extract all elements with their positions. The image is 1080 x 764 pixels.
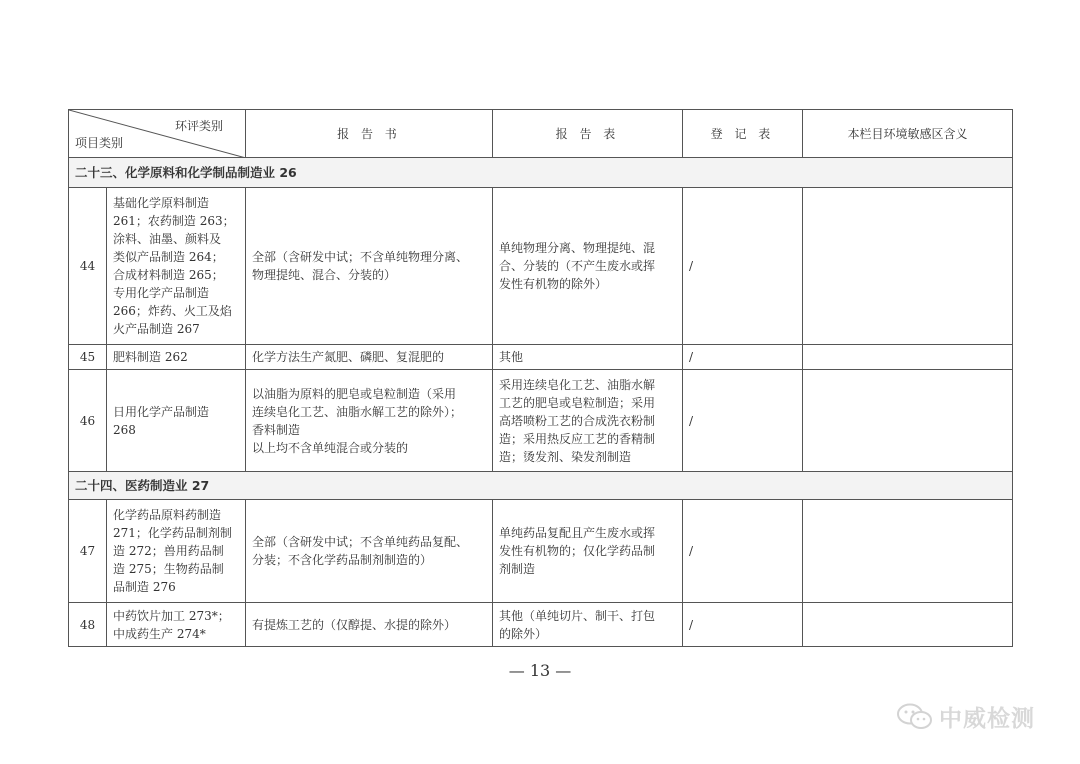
category-cell: 化学药品原料药制造 271；化学药品制剂制 造 272；兽用药品制 造 275；生物药品制 品制造 276 [107,500,246,603]
watermark-text: 中威检测 [939,706,1035,732]
watermark [897,700,1035,733]
report-book-header: 报 告 书 [246,110,493,158]
register-cell: / [683,603,803,647]
eia-category-label: 环评类别 [174,119,223,133]
sensitive-cell [803,370,1013,472]
report-form-header: 报 告 表 [493,110,683,158]
section-title: 二十三、化学原料和化学制品制造业 26 [69,158,1013,188]
table-row [69,500,1013,603]
report-book-cell: 有提炼工艺的（仅醇提、水提的除外） [246,603,493,647]
wechat-icon [897,703,933,731]
project-category-table [68,109,1013,647]
sensitive-cell [803,188,1013,345]
table-row [69,370,1013,472]
row-number: 46 [69,370,107,472]
report-form-cell: 其他 [493,345,683,370]
section-row [69,472,1013,500]
section-row [69,158,1013,188]
row-number: 44 [69,188,107,345]
register-cell: / [683,500,803,603]
sensitive-cell [803,345,1013,370]
category-cell: 日用化学产品制造 268 [107,370,246,472]
report-form-cell: 单纯药品复配且产生废水或挥 发性有机物的；仅化学药品制 剂制造 [493,500,683,603]
row-number: 47 [69,500,107,603]
report-book-cell: 以油脂为原料的肥皂或皂粒制造（采用 连续皂化工艺、油脂水解工艺的除外）； 香料制造 以上均不含单纯混合或分装的 [246,370,493,472]
row-number: 45 [69,345,107,370]
table-row [69,603,1013,647]
register-form-header: 登 记 表 [683,110,803,158]
table-row [69,188,1013,345]
category-cell: 中药饮片加工 273*； 中成药生产 274* [107,603,246,647]
sensitive-cell [803,500,1013,603]
register-cell: / [683,345,803,370]
sensitive-cell [803,603,1013,647]
section-title: 二十四、医药制造业 27 [69,472,1013,500]
row-number: 48 [69,603,107,647]
category-cell: 肥料制造 262 [107,345,246,370]
report-book-cell: 全部（含研发中试；不含单纯物理分离、 物理提纯、混合、分装的） [246,188,493,345]
register-cell: / [683,370,803,472]
diagonal-header-cell [69,110,246,158]
category-cell: 基础化学原料制造 261；农药制造 263； 涂料、油墨、颜料及 类似产品制造 264； 合成材料制造 265； 专用化学产品制造 266；炸药、火工及焰 火产品制造 267 [107,188,246,345]
report-form-cell: 采用连续皂化工艺、油脂水解 工艺的肥皂或皂粒制造；采用 高塔喷粉工艺的合成洗衣粉制 造；采用热反应工艺的香精制 造；烫发剂、染发剂制造 [493,370,683,472]
table-header-row [69,110,1013,158]
report-book-cell: 化学方法生产氮肥、磷肥、复混肥的 [246,345,493,370]
report-form-cell: 其他（单纯切片、制干、打包 的除外） [493,603,683,647]
report-book-cell: 全部（含研发中试；不含单纯药品复配、 分装；不含化学药品制剂制造的） [246,500,493,603]
table-row [69,345,1013,370]
report-form-cell: 单纯物理分离、物理提纯、混 合、分装的（不产生废水或挥 发性有机物的除外） [493,188,683,345]
sensitive-area-header: 本栏目环境敏感区含义 [803,110,1013,158]
project-category-label: 项目类别 [75,136,124,150]
page-number: — 13 — [508,661,572,680]
register-cell: / [683,188,803,345]
